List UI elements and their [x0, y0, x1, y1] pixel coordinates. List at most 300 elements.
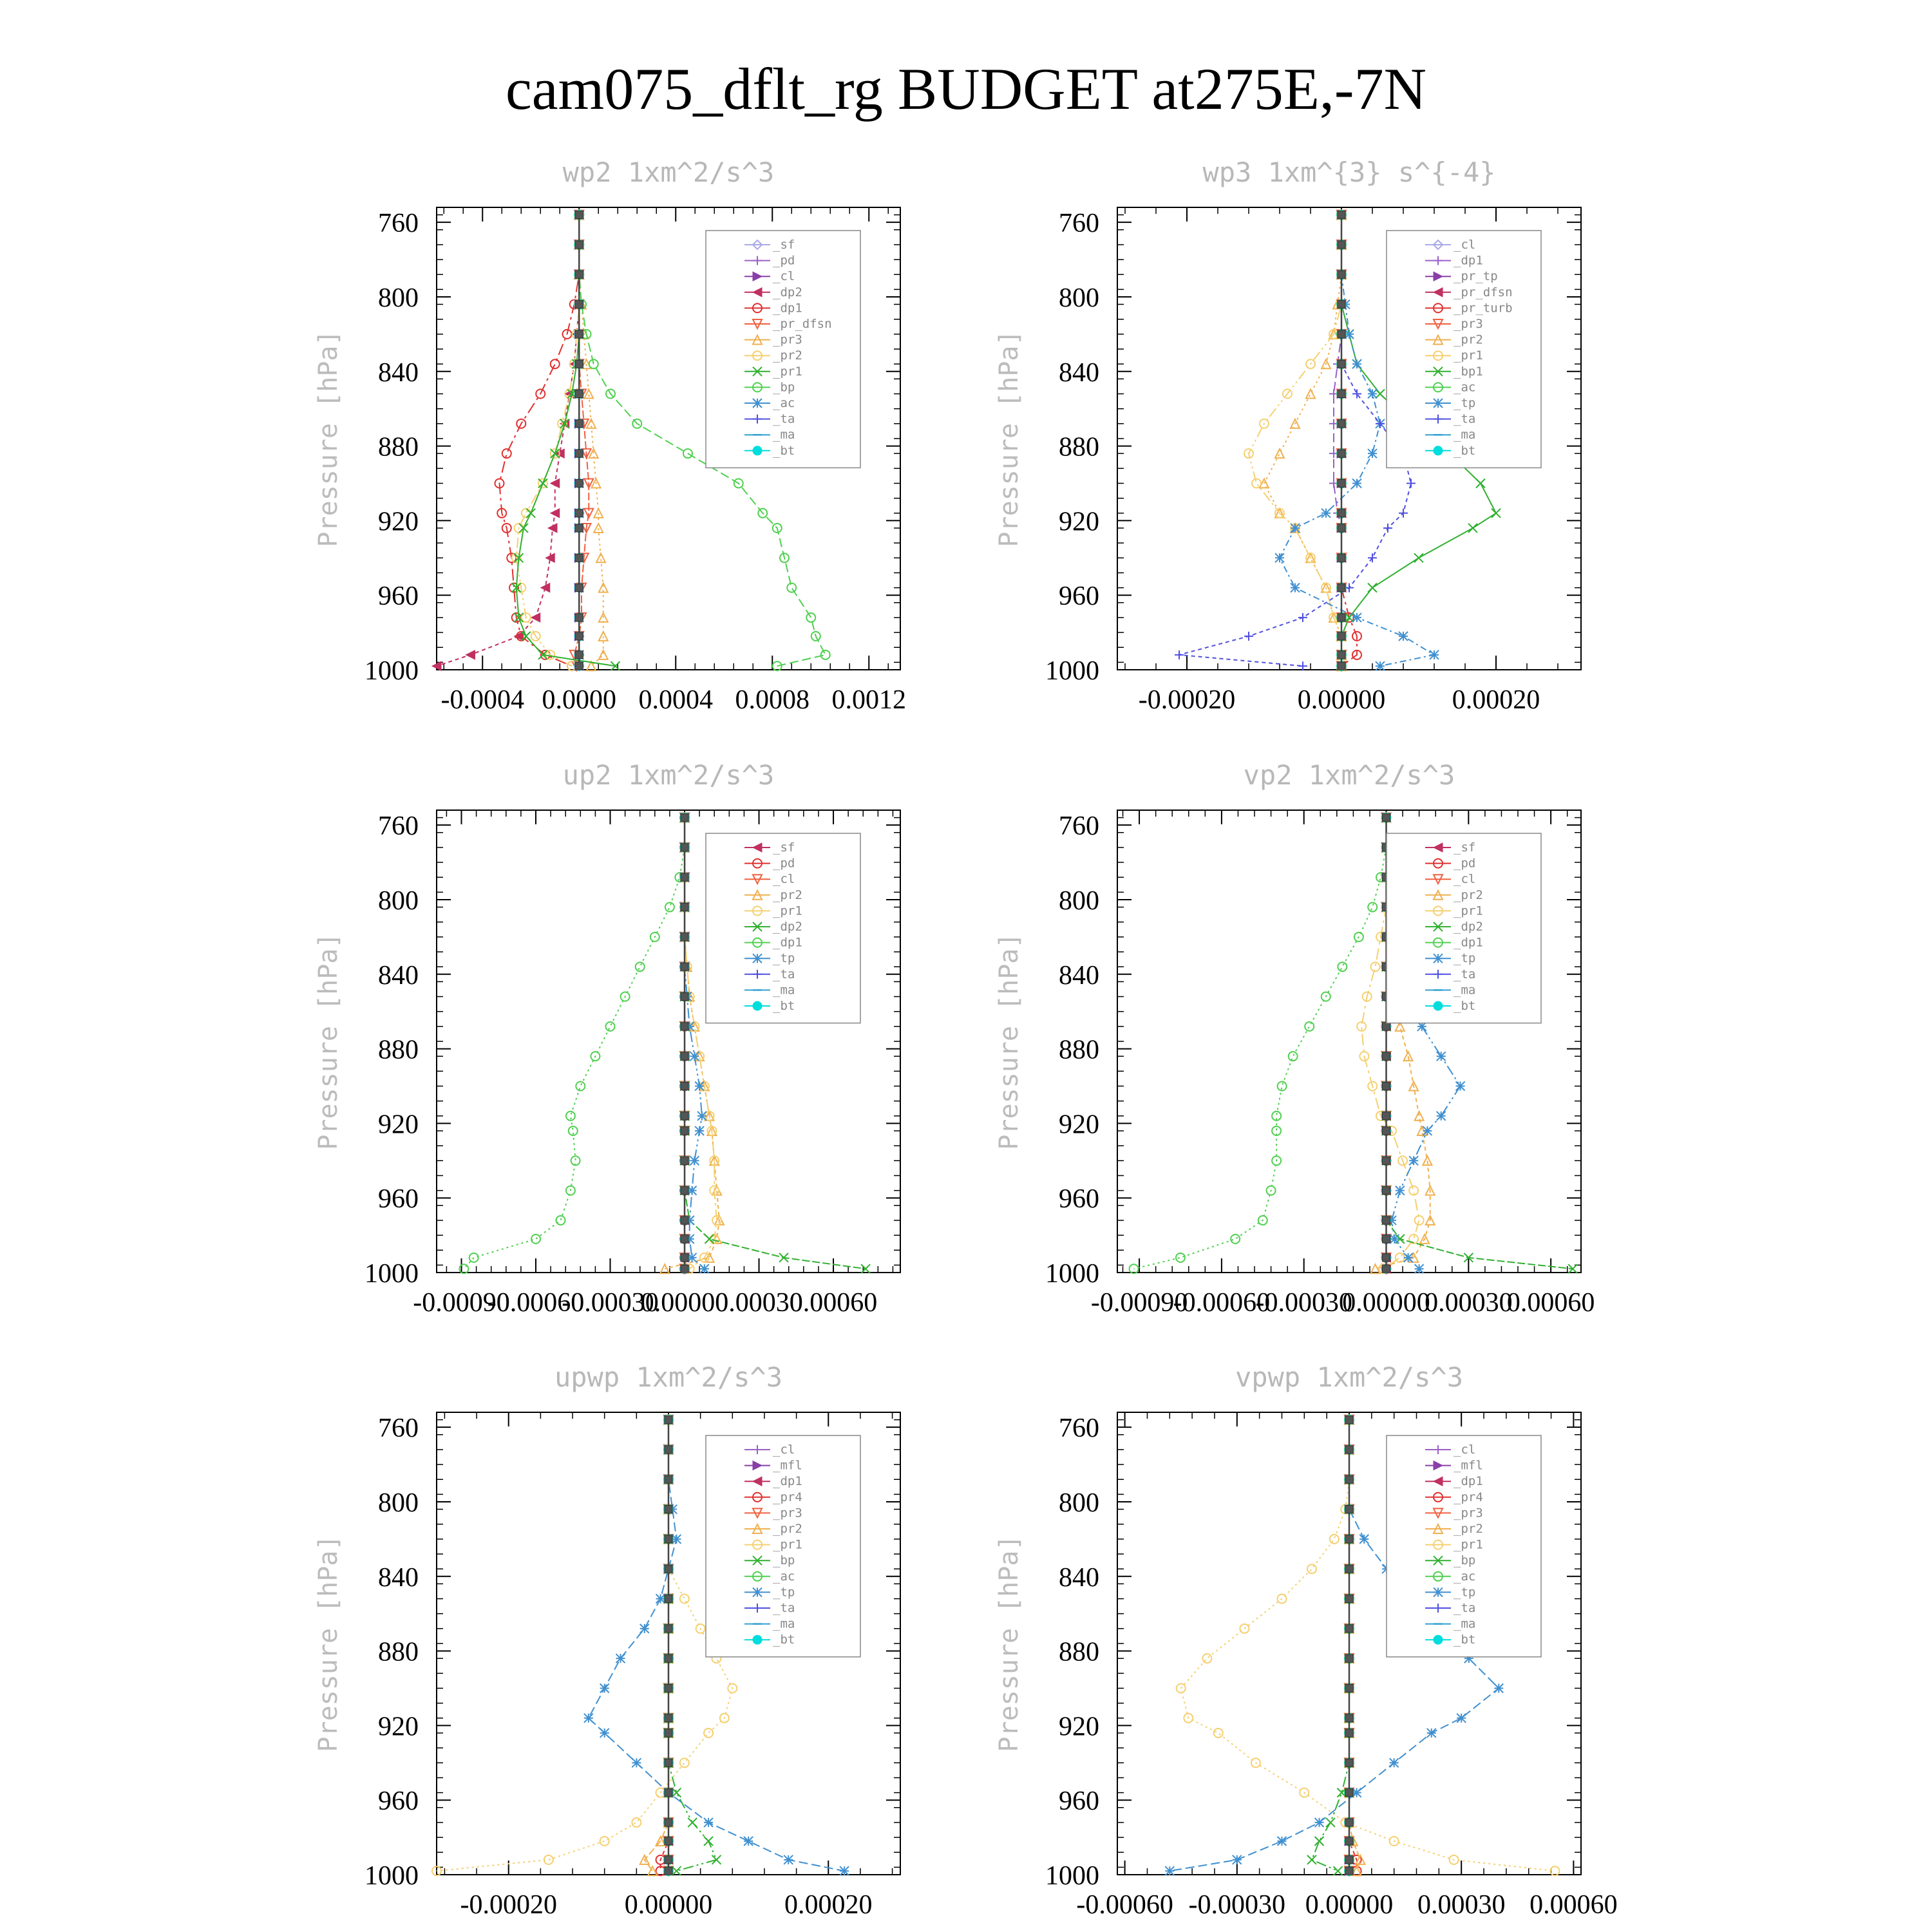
- data-point: [1415, 1264, 1424, 1273]
- data-point: [787, 583, 796, 592]
- zero-stack-marker: [681, 963, 688, 971]
- legend-label: _cl: [773, 1443, 795, 1457]
- zero-stack-marker: [665, 1837, 672, 1845]
- legend-label: _ma: [773, 1616, 795, 1631]
- legend-label: _ac: [773, 396, 795, 410]
- x-tick-label: 0.0012: [831, 685, 906, 715]
- y-tick-label: 760: [378, 1414, 419, 1444]
- data-point: [1414, 553, 1423, 562]
- legend-label: _pr_dfsn: [773, 317, 832, 331]
- y-tick-label: 960: [378, 1184, 419, 1215]
- zero-stack-marker: [665, 1819, 672, 1826]
- data-point: [636, 962, 645, 971]
- legend-label: _pr2: [1454, 1522, 1483, 1536]
- x-tick-label: -0.00060: [1173, 1288, 1271, 1318]
- zero-stack-marker: [681, 1265, 688, 1273]
- zero-stack-marker: [1338, 301, 1345, 308]
- legend-label: _ta: [773, 967, 795, 981]
- data-point: [1214, 1728, 1223, 1738]
- data-point: [1409, 1156, 1418, 1165]
- zero-stack-marker: [665, 1867, 672, 1875]
- legend-marker: [753, 446, 762, 455]
- x-tick-label: 0.00020: [784, 1890, 873, 1920]
- y-tick-label: 920: [1059, 1712, 1099, 1742]
- zero-stack-marker: [665, 1595, 672, 1603]
- zero-stack-marker: [575, 662, 583, 670]
- zero-stack-marker: [1338, 632, 1345, 640]
- y-tick-label: 800: [378, 283, 419, 313]
- zero-stack-marker: [1383, 814, 1390, 822]
- data-point: [1376, 661, 1385, 670]
- data-point: [704, 1818, 713, 1827]
- data-point: [1427, 1728, 1436, 1738]
- series-line: [437, 1420, 732, 1871]
- series-dp1: [1130, 813, 1391, 1274]
- y-tick-label: 920: [378, 1110, 419, 1140]
- data-point: [1368, 553, 1377, 562]
- y-tick-label: 840: [378, 357, 419, 388]
- y-axis-label: Pressure [hPa]: [314, 330, 343, 547]
- data-point: [1437, 1112, 1446, 1121]
- data-point: [616, 1654, 625, 1663]
- zero-stack-marker: [1338, 554, 1345, 562]
- data-point: [840, 1866, 849, 1875]
- panel-title: up2 1xm^2/s^3: [562, 759, 775, 791]
- legend-label: _ma: [1454, 983, 1476, 998]
- legend-label: _ta: [1454, 967, 1476, 981]
- zero-stack-marker: [575, 420, 583, 428]
- data-point: [1399, 632, 1408, 641]
- y-tick-label: 840: [378, 960, 419, 990]
- legend-label: _ma: [773, 428, 795, 442]
- data-point: [1368, 390, 1377, 399]
- data-point: [576, 1081, 585, 1090]
- panel-title: vp2 1xm^2/s^3: [1243, 759, 1455, 791]
- panel-title: wp2 1xm^2/s^3: [562, 156, 775, 188]
- data-point: [1338, 962, 1347, 971]
- zero-stack-marker: [681, 1157, 688, 1164]
- y-axis-label: Pressure [hPa]: [314, 1535, 343, 1752]
- data-point: [551, 478, 560, 488]
- zero-stack-marker: [665, 1654, 672, 1662]
- data-point: [680, 1758, 689, 1767]
- zero-stack-marker: [681, 1052, 688, 1060]
- legend-label: _pr1: [1454, 348, 1483, 363]
- zero-stack-marker: [681, 873, 688, 881]
- data-point: [1396, 1253, 1405, 1262]
- legend-marker: [753, 1001, 762, 1010]
- series-ta: [1175, 211, 1416, 671]
- zero-stack-marker: [1338, 330, 1345, 338]
- legend-label: _bt: [1454, 1633, 1476, 1647]
- series-pr2: [512, 211, 584, 671]
- data-point: [1231, 1235, 1240, 1244]
- zero-stack-marker: [575, 554, 583, 562]
- y-tick-label: 1000: [365, 1259, 419, 1289]
- data-point: [1437, 1052, 1446, 1061]
- legend-label: _dp1: [773, 1474, 802, 1489]
- x-tick-label: -0.00030: [1188, 1890, 1286, 1920]
- data-point: [1307, 1855, 1316, 1864]
- x-tick-label: 0.00060: [789, 1288, 878, 1318]
- zero-stack-marker: [1338, 450, 1345, 457]
- data-point: [531, 1235, 540, 1244]
- legend-label: _tp: [1454, 396, 1476, 410]
- zero-stack-marker: [665, 1789, 672, 1797]
- data-point: [1165, 1866, 1174, 1875]
- y-tick-label: 800: [1059, 886, 1099, 916]
- legend-item: [744, 317, 832, 331]
- legend-label: _pr1: [773, 1537, 802, 1552]
- x-tick-label: 0.00000: [640, 1288, 729, 1318]
- legend-label: _tp: [1454, 1585, 1476, 1600]
- legend-label: _cl: [1454, 238, 1476, 252]
- x-tick-label: -0.00090: [1090, 1288, 1188, 1318]
- y-tick-label: 1000: [365, 1861, 419, 1891]
- zero-stack-marker: [1345, 1654, 1353, 1662]
- zero-stack-marker: [681, 1187, 688, 1195]
- zero-stack-marker: [1383, 1112, 1390, 1120]
- zero-stack-marker: [1338, 651, 1345, 659]
- series-line: [464, 818, 685, 1269]
- legend-label: _bt: [1454, 999, 1476, 1013]
- data-point: [594, 524, 603, 533]
- zero-stack-marker: [575, 614, 583, 621]
- zero-stack-marker: [681, 1217, 688, 1224]
- legend-label: _cl: [773, 872, 795, 887]
- y-tick-label: 920: [378, 1712, 419, 1742]
- legend-label: _pr2: [773, 1522, 802, 1536]
- legend-label: _pr1: [773, 904, 802, 918]
- series-line: [579, 215, 603, 667]
- zero-stack-marker: [665, 1535, 672, 1543]
- zero-stack-marker: [1383, 1265, 1390, 1273]
- series-line: [1349, 1420, 1360, 1871]
- data-point: [806, 613, 815, 622]
- x-tick-label: 0.00020: [1452, 685, 1540, 715]
- zero-stack-marker: [575, 241, 583, 249]
- data-point: [1252, 478, 1261, 488]
- legend-label: _pr4: [773, 1490, 802, 1504]
- data-point: [1368, 449, 1377, 458]
- y-axis-label: Pressure [hPa]: [994, 1535, 1024, 1752]
- zero-stack-marker: [1345, 1475, 1353, 1483]
- zero-stack-marker: [665, 1856, 672, 1864]
- legend-marker: [1434, 399, 1443, 408]
- series-pr1: [1244, 211, 1346, 671]
- legend-label: _ta: [773, 1601, 795, 1615]
- data-point: [680, 1595, 689, 1604]
- data-point: [656, 1595, 665, 1604]
- zero-stack-marker: [665, 1446, 672, 1454]
- data-point: [1307, 1564, 1316, 1573]
- y-tick-label: 760: [378, 811, 419, 842]
- zero-stack-marker: [1338, 614, 1345, 621]
- legend-label: _ta: [1454, 1601, 1476, 1615]
- data-point: [1399, 509, 1408, 518]
- data-point: [700, 1264, 709, 1273]
- zero-stack-marker: [1345, 1729, 1353, 1737]
- data-point: [688, 1818, 697, 1827]
- data-point: [821, 650, 830, 659]
- series-line: [1341, 215, 1357, 667]
- zero-stack-marker: [1345, 1837, 1353, 1845]
- legend-label: _pr4: [1454, 1490, 1483, 1504]
- x-tick-label: -0.00030: [562, 1288, 659, 1318]
- series-line: [1349, 1420, 1357, 1871]
- data-point: [1330, 1535, 1339, 1544]
- zero-stack-marker: [575, 651, 583, 659]
- legend-marker: [1434, 1635, 1443, 1644]
- zero-stack-marker: [681, 1254, 688, 1262]
- y-tick-label: 840: [378, 1562, 419, 1593]
- data-point: [538, 478, 547, 488]
- legend-label: _dp1: [1454, 935, 1483, 950]
- data-point: [1368, 583, 1377, 592]
- y-tick-label: 800: [378, 886, 419, 916]
- legend-marker: [1434, 1587, 1443, 1596]
- data-point: [1306, 390, 1315, 399]
- data-point: [1376, 390, 1385, 399]
- data-point: [1291, 583, 1300, 592]
- chart-panel-2: [994, 156, 1581, 715]
- zero-stack-marker: [575, 360, 583, 368]
- data-point: [640, 1624, 649, 1633]
- legend-label: _dp1: [1454, 253, 1483, 268]
- legend-label: _dp2: [773, 920, 802, 934]
- data-point: [551, 509, 560, 518]
- zero-stack-marker: [1383, 1157, 1390, 1164]
- zero-stack-marker: [1338, 479, 1345, 487]
- y-tick-label: 960: [1059, 1786, 1099, 1817]
- data-point: [556, 1216, 565, 1225]
- legend-label: _tp: [773, 951, 795, 966]
- zero-stack-marker: [1338, 584, 1345, 592]
- legend-label: _bp: [1454, 1553, 1476, 1568]
- zero-stack-marker: [575, 211, 583, 219]
- y-tick-label: 840: [1059, 960, 1099, 990]
- zero-stack-marker: [1345, 1819, 1353, 1826]
- x-tick-label: -0.00020: [460, 1890, 557, 1920]
- legend-label: _bt: [773, 1633, 795, 1647]
- zero-stack-marker: [1345, 1446, 1353, 1454]
- zero-stack-marker: [1338, 420, 1345, 428]
- legend-label: _cl: [1454, 872, 1476, 887]
- y-tick-label: 960: [1059, 582, 1099, 612]
- data-point: [695, 1081, 704, 1090]
- legend-label: _sf: [773, 840, 795, 855]
- zero-stack-marker: [575, 632, 583, 640]
- zero-stack-marker: [1338, 241, 1345, 249]
- data-point: [606, 1022, 615, 1031]
- legend-marker: [1434, 954, 1443, 963]
- legend-marker: [1434, 1001, 1443, 1010]
- legend-marker: [753, 399, 762, 408]
- panel-title: upwp 1xm^2/s^3: [554, 1361, 783, 1393]
- legend-label: _bt: [773, 999, 795, 1013]
- zero-stack-marker: [681, 1082, 688, 1090]
- data-point: [705, 1235, 714, 1244]
- legend-label: _pr2: [1454, 332, 1483, 347]
- y-tick-label: 840: [1059, 1562, 1099, 1593]
- x-tick-label: 0.00000: [1305, 1890, 1394, 1920]
- zero-stack-marker: [665, 1565, 672, 1573]
- legend-label: _cl: [773, 269, 795, 284]
- zero-stack-marker: [1345, 1759, 1353, 1766]
- y-tick-label: 960: [1059, 1184, 1099, 1215]
- data-point: [1396, 1186, 1405, 1195]
- zero-stack-marker: [665, 1714, 672, 1722]
- data-point: [632, 1818, 641, 1827]
- legend-label: _pd: [773, 856, 795, 871]
- data-point: [599, 650, 608, 659]
- zero-stack-marker: [665, 1475, 672, 1483]
- y-tick-label: 960: [378, 1786, 419, 1817]
- zero-stack-marker: [1383, 1023, 1390, 1030]
- series-pr2: [1260, 211, 1346, 671]
- zero-stack-marker: [665, 1729, 672, 1737]
- legend-label: _ac: [1454, 1569, 1476, 1584]
- series-line: [1249, 215, 1341, 667]
- legend-label: _dp2: [773, 285, 802, 299]
- legend-label: _pr1: [1454, 904, 1483, 918]
- zero-stack-marker: [1345, 1506, 1353, 1513]
- data-point: [600, 1837, 609, 1846]
- data-point: [1277, 1837, 1286, 1846]
- data-point: [1456, 1081, 1465, 1090]
- series-line: [500, 215, 580, 667]
- data-point: [1415, 1216, 1424, 1225]
- legend-label: _ta: [773, 412, 795, 426]
- x-tick-label: 0.00060: [1530, 1890, 1618, 1920]
- data-point: [1368, 903, 1377, 912]
- x-tick-label: 0.00000: [1297, 685, 1386, 715]
- series-pr1: [432, 1416, 737, 1876]
- data-point: [1291, 524, 1300, 533]
- legend-label: _pd: [773, 253, 795, 268]
- legend-item: [1425, 301, 1513, 315]
- zero-stack-marker: [665, 1684, 672, 1692]
- chart-panel-3: [314, 759, 900, 1318]
- zero-stack-marker: [1338, 509, 1345, 517]
- legend-label: _tp: [773, 1585, 795, 1600]
- y-tick-label: 760: [1059, 1414, 1099, 1444]
- zero-stack-marker: [575, 330, 583, 338]
- series-line: [516, 215, 616, 667]
- zero-stack-marker: [665, 1416, 672, 1424]
- data-point: [1383, 524, 1392, 533]
- legend-marker: [753, 1587, 762, 1596]
- panel-title: wp3 1xm^{3} s^{-4}: [1202, 156, 1496, 188]
- data-point: [1404, 1253, 1413, 1262]
- zero-stack-marker: [1383, 1082, 1390, 1090]
- zero-stack-marker: [1345, 1867, 1353, 1875]
- data-point: [1321, 509, 1331, 518]
- data-point: [697, 1112, 706, 1121]
- data-point: [632, 1758, 641, 1767]
- y-axis-label: Pressure [hPa]: [314, 933, 343, 1150]
- data-point: [1275, 553, 1284, 562]
- legend-label: _ac: [773, 1569, 795, 1584]
- data-point: [1175, 650, 1184, 659]
- legend-marker: [753, 1635, 762, 1644]
- legend-marker: [1434, 446, 1443, 455]
- y-tick-label: 760: [1059, 811, 1099, 842]
- legend-label: _sf: [773, 238, 795, 252]
- data-point: [704, 1728, 713, 1738]
- y-tick-label: 880: [378, 1035, 419, 1065]
- x-tick-label: -0.00090: [413, 1288, 510, 1318]
- legend-label: _dp1: [773, 935, 802, 950]
- legend-label: _ac: [1454, 380, 1476, 395]
- legend-label: _ma: [773, 983, 795, 998]
- legend-marker: [753, 954, 762, 963]
- zero-stack-marker: [575, 301, 583, 308]
- data-point: [1315, 1837, 1324, 1846]
- zero-stack-marker: [1383, 1217, 1390, 1224]
- data-point: [1476, 478, 1485, 488]
- data-point: [690, 1052, 699, 1061]
- zero-stack-marker: [1338, 524, 1345, 532]
- legend-label: _pr2: [1454, 887, 1483, 902]
- panel-title: vpwp 1xm^2/s^3: [1235, 1361, 1464, 1393]
- data-point: [502, 449, 511, 458]
- legend-label: _pr3: [773, 1506, 802, 1520]
- legend-label: _cl: [1454, 1443, 1476, 1457]
- data-point: [712, 1855, 721, 1864]
- x-tick-label: -0.0004: [440, 685, 524, 715]
- y-tick-label: 880: [1059, 1035, 1099, 1065]
- legend-label: _bp1: [1454, 364, 1483, 379]
- zero-stack-marker: [681, 993, 688, 1001]
- zero-stack-marker: [575, 509, 583, 517]
- legend-label: _dp1: [1454, 1474, 1483, 1489]
- zero-stack-marker: [681, 1127, 688, 1135]
- zero-stack-marker: [1338, 270, 1345, 278]
- legend-label: _tp: [1454, 951, 1476, 966]
- data-point: [1406, 478, 1416, 488]
- data-point: [1233, 1855, 1242, 1864]
- zero-stack-marker: [1338, 662, 1345, 670]
- legend-label: _pr3: [773, 332, 802, 347]
- data-point: [551, 359, 560, 368]
- zero-stack-marker: [1338, 360, 1345, 368]
- zero-stack-marker: [1345, 1535, 1353, 1543]
- zero-stack-marker: [1338, 390, 1345, 398]
- y-tick-label: 880: [1059, 1637, 1099, 1667]
- data-point: [466, 650, 475, 659]
- x-tick-label: -0.00060: [1076, 1890, 1173, 1920]
- data-point: [1359, 1535, 1368, 1544]
- data-point: [1390, 1235, 1399, 1244]
- x-tick-label: 0.00030: [1417, 1890, 1506, 1920]
- zero-stack-marker: [1383, 1127, 1390, 1135]
- series-line: [437, 215, 579, 667]
- data-point: [1176, 1253, 1185, 1262]
- zero-stack-marker: [1345, 1714, 1353, 1722]
- zero-stack-marker: [1345, 1856, 1353, 1864]
- data-point: [1244, 632, 1253, 641]
- legend-label: _mfl: [1454, 1458, 1483, 1473]
- series-line: [1264, 215, 1341, 667]
- legend-label: _pr_tp: [1454, 269, 1498, 284]
- data-point: [1390, 1758, 1399, 1767]
- data-point: [599, 632, 608, 641]
- data-point: [1352, 613, 1361, 622]
- legend-label: _pr3: [1454, 1506, 1483, 1520]
- legend-label: _dp2: [1454, 920, 1483, 934]
- x-tick-label: 0.0000: [542, 685, 616, 715]
